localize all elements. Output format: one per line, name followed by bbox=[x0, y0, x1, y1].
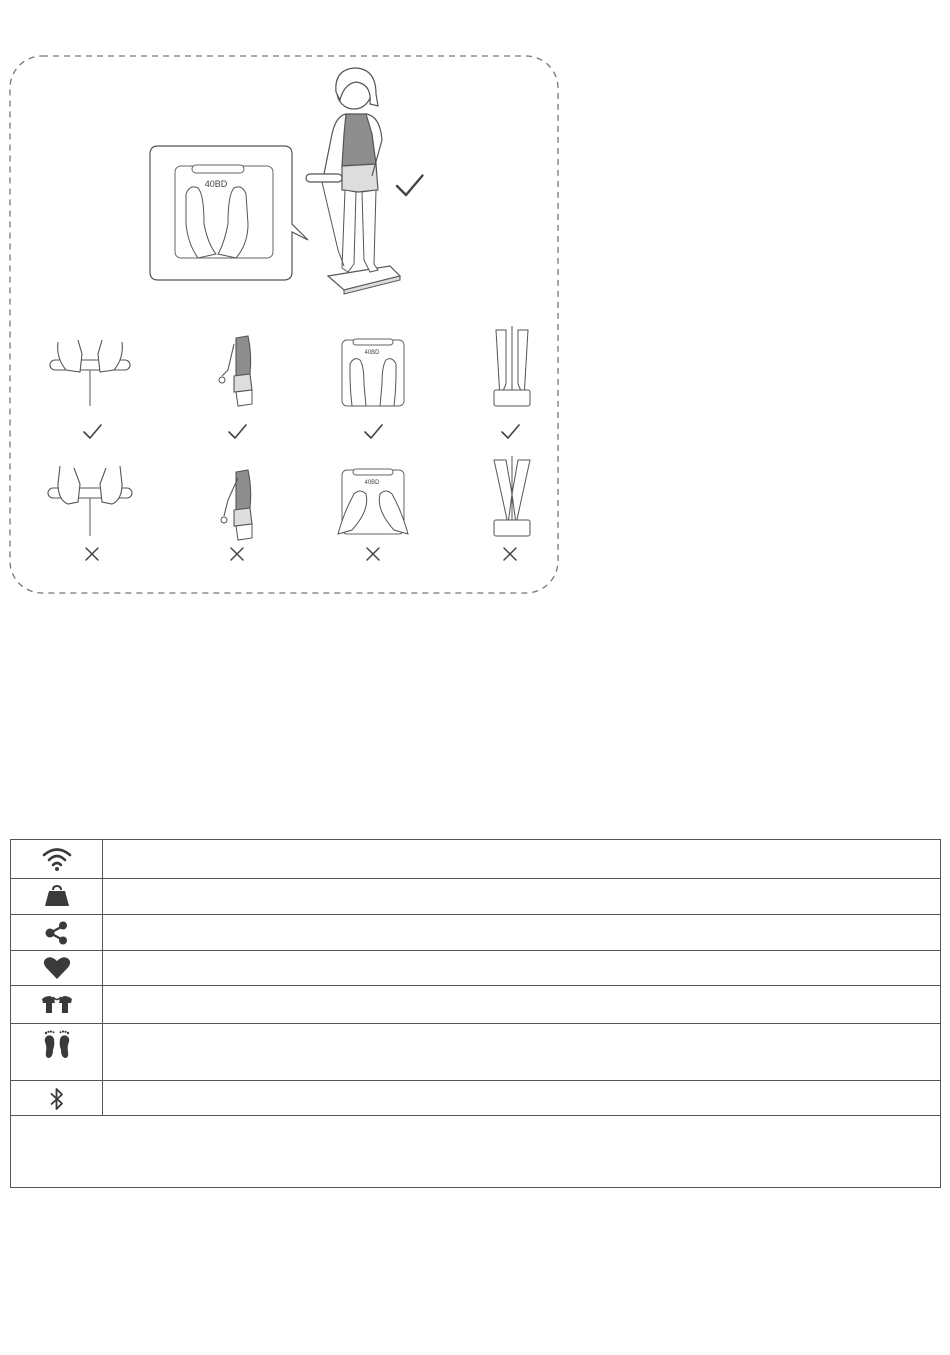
table-row bbox=[11, 1116, 941, 1188]
cross-icon bbox=[504, 548, 516, 560]
table-row bbox=[11, 915, 941, 951]
scale-callout bbox=[150, 146, 308, 280]
legend-text bbox=[103, 840, 941, 879]
cross-icon bbox=[367, 548, 379, 560]
wifi-icon bbox=[41, 846, 73, 872]
panel-arm-position-correct bbox=[219, 336, 252, 406]
legend-text bbox=[103, 915, 941, 951]
table-row bbox=[11, 879, 941, 915]
legend-text bbox=[103, 1024, 941, 1081]
scale-display-text: 40BD bbox=[204, 179, 228, 189]
table-row bbox=[11, 840, 941, 879]
body-composition-icon bbox=[41, 995, 73, 1015]
table-row bbox=[11, 1081, 941, 1116]
table-row bbox=[11, 951, 941, 986]
share-icon bbox=[44, 921, 70, 945]
weight-icon bbox=[44, 885, 70, 907]
cross-icon bbox=[231, 548, 243, 560]
woman-on-scale bbox=[306, 68, 423, 294]
table-row bbox=[11, 1024, 941, 1081]
panel-leg-posture-correct bbox=[494, 326, 530, 406]
panel-hand-grip-incorrect bbox=[48, 466, 132, 536]
footprints-icon bbox=[42, 1030, 72, 1060]
cross-icon bbox=[86, 548, 98, 560]
icon-legend-table bbox=[10, 839, 941, 1188]
dashed-frame bbox=[10, 56, 558, 593]
panel-foot-placement-correct bbox=[342, 339, 404, 406]
check-icon bbox=[365, 425, 382, 438]
legend-text bbox=[103, 951, 941, 986]
posture-guide-figure bbox=[8, 54, 560, 596]
svg-text:40BD: 40BD bbox=[364, 480, 380, 486]
check-icon bbox=[502, 425, 519, 438]
panel-foot-placement-incorrect bbox=[338, 469, 408, 534]
legend-text bbox=[103, 879, 941, 915]
heart-icon bbox=[43, 956, 71, 980]
panel-leg-posture-incorrect bbox=[494, 456, 530, 536]
legend-text bbox=[103, 1081, 941, 1116]
panel-hand-grip-correct bbox=[50, 340, 130, 406]
panel-arm-position-incorrect bbox=[221, 470, 252, 540]
bluetooth-icon bbox=[49, 1087, 65, 1111]
legend-text bbox=[103, 986, 941, 1024]
svg-text:40BD: 40BD bbox=[364, 350, 380, 356]
legend-footer bbox=[11, 1116, 941, 1188]
check-icon bbox=[84, 425, 101, 438]
table-row bbox=[11, 986, 941, 1024]
check-icon bbox=[229, 425, 246, 438]
